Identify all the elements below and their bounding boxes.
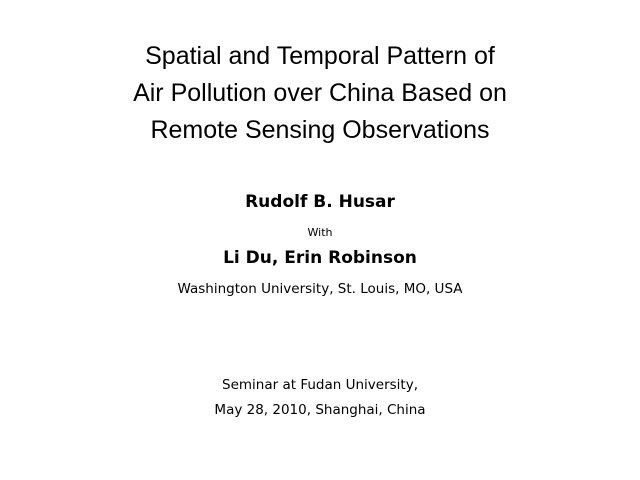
- author-name: Rudolf B. Husar: [245, 192, 395, 212]
- coauthors: Li Du, Erin Robinson: [223, 248, 417, 268]
- affiliation: Washington University, St. Louis, MO, USA: [177, 281, 463, 297]
- seminar-venue: Seminar at Fudan University,: [222, 377, 418, 393]
- title-line-1: Spatial and Temporal Pattern of: [145, 42, 495, 70]
- title-line-3: Remote Sensing Observations: [150, 116, 490, 144]
- with-label: With: [307, 226, 333, 239]
- slide-title: [70, 38, 570, 149]
- title-line-2: Air Pollution over China Based on: [133, 79, 507, 107]
- seminar-date: May 28, 2010, Shanghai, China: [214, 402, 426, 418]
